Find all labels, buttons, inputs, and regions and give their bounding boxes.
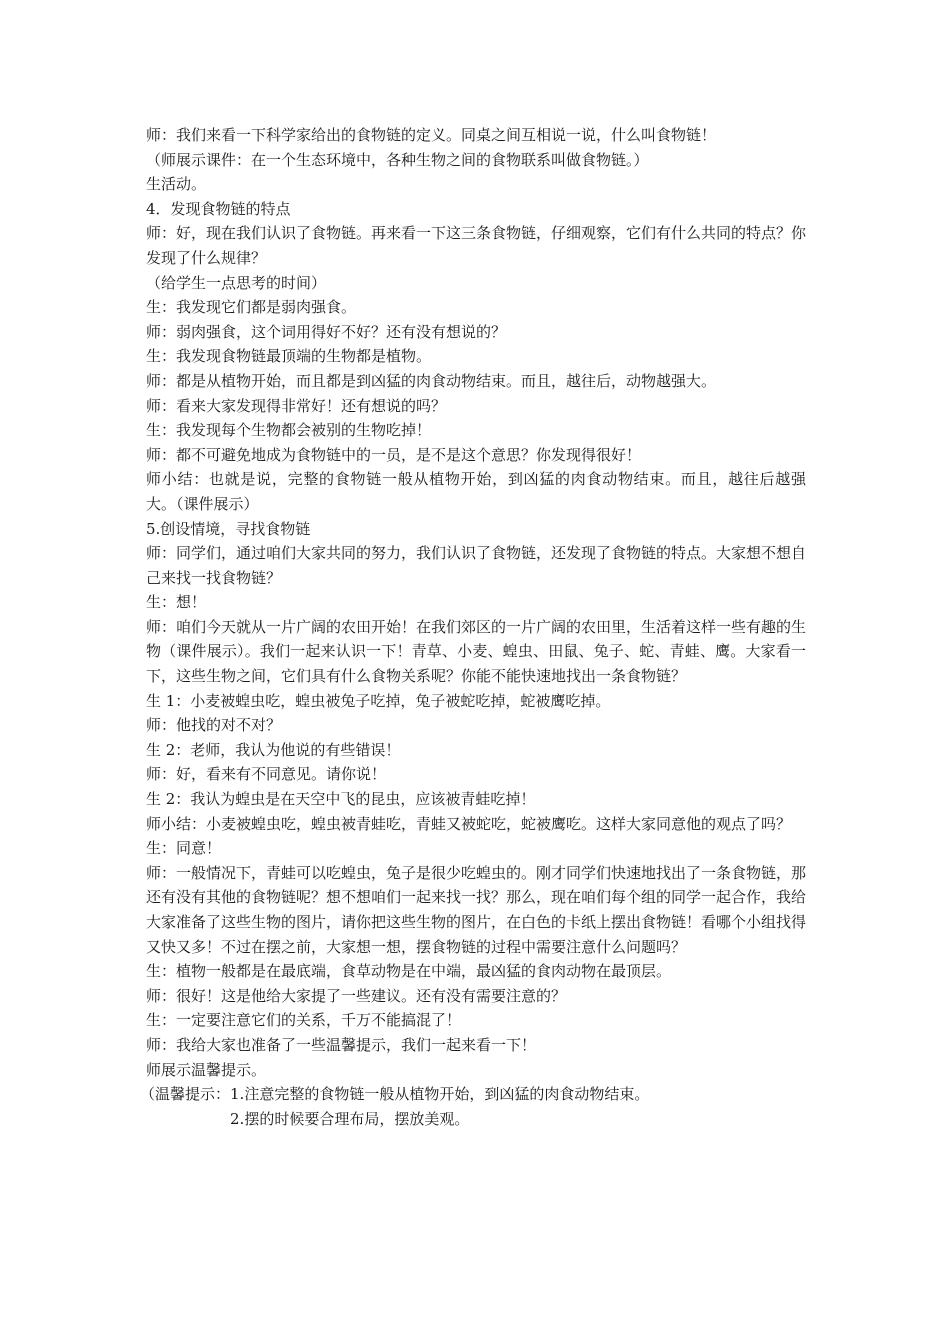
paragraph: 生活动。: [146, 175, 207, 194]
paragraph: 师：弱肉强食，这个词用得好不好？还有没有想说的？: [146, 322, 507, 341]
paragraph: （给学生一点思考的时间）: [146, 273, 327, 292]
paragraph: 师：一般情况下，青蛙可以吃蝗虫，兔子是很少吃蝗虫的。刚才同学们快速地找出了一条食物链，那还有没有其他的食物链呢？想不想咱们一起来找一找？那么，现在咱们每个组的同学一起合作，我给大家准备了这些生物的图片，请你把这些生物的图片，在白色的卡纸上摆出食物链！看哪个小组找得又快又多！不过在摆之前，大家想一想，摆食物链的过程中需要注意什么问题吗？: [146, 863, 807, 956]
paragraph: 生：同意！: [146, 839, 222, 858]
section-heading: 5.创设情境，寻找食物链: [146, 519, 311, 538]
paragraph: （师展示课件：在一个生态环境中，各种生物之间的食物联系叫做食物链。）: [146, 150, 649, 169]
paragraph: 生 1：小麦被蝗虫吃，蝗虫被兔子吃掉，兔子被蛇吃掉，蛇被鹰吃掉。: [146, 691, 611, 710]
paragraph: 师：都不可避免地成为食物链中的一员，是不是这个意思？你发现得很好！: [146, 445, 642, 464]
paragraph: 师：我们来看一下科学家给出的食物链的定义。同桌之间互相说一说，什么叫食物链！: [146, 126, 717, 144]
paragraph: 师：他找的对不对？: [146, 716, 282, 735]
warm-tips-label: （温馨提示：: [140, 1085, 231, 1104]
warm-tips-list: [230, 1082, 649, 1131]
paragraph: 师：好，看来有不同意见。请你说！: [146, 765, 387, 784]
warm-tip-item: 2.摆的时候要合理布局，摆放美观。: [230, 1109, 470, 1128]
paragraph: 生：一定要注意它们的关系，千万不能搞混了！: [146, 1011, 462, 1030]
paragraph: 师：很好！这是他给大家提了一些建议。还有没有需要注意的？: [146, 986, 567, 1005]
paragraph: 生：植物一般都是在最底端，食草动物是在中端，最凶猛的食肉动物在最顶层。: [146, 962, 672, 981]
warm-tips-block: [140, 1082, 806, 1131]
paragraph: 师：好，现在我们认识了食物链。再来看一下这三条食物链，仔细观察，它们有什么共同的特点？你发现了什么规律？: [146, 224, 807, 267]
paragraph: 师：看来大家发现得非常好！还有想说的吗？: [146, 396, 447, 415]
warm-tip-item: 1.注意完整的食物链一般从植物开始，到凶猛的肉食动物结束。: [230, 1085, 650, 1104]
paragraph: 师：咱们今天就从一片广阔的农田开始！在我们郊区的一片广阔的农田里，生活着这样一些有趣的生物（课件展示）。我们一起来认识一下！青草、小麦、蝗虫、田鼠、兔子、蛇、青蛙、鹰。大家看一下，这些生物之间，它们具有什么食物关系呢？你能不能快速地找出一条食物链？: [146, 617, 807, 686]
section-heading: 4．发现食物链的特点: [146, 199, 291, 218]
document-page: [140, 123, 807, 1131]
paragraph: 生：我发现食物链最顶端的生物都是植物。: [146, 347, 432, 366]
paragraph: 生 2：我认为蝗虫是在天空中飞的昆虫，应该被青蛙吃掉！: [146, 790, 536, 809]
paragraph: 生：我发现它们都是弱肉强食。: [146, 298, 357, 317]
paragraph: 师小结：小麦被蝗虫吃，蝗虫被青蛙吃，青蛙又被蛇吃，蛇被鹰吃。这样大家同意他的观点了吗？: [146, 814, 792, 833]
paragraph: 生：想！: [146, 593, 207, 612]
paragraph: 生：我发现每个生物都会被别的生物吃掉！: [146, 421, 432, 440]
paragraph: 师展示温馨提示。: [146, 1060, 267, 1079]
paragraph: 师：都是从植物开始，而且都是到凶猛的肉食动物结束。而且，越往后，动物越强大。: [146, 371, 717, 390]
paragraph: 师：我给大家也准备了一些温馨提示，我们一起来看一下！: [146, 1035, 537, 1054]
paragraph: 生 2：老师，我认为他说的有些错误！: [146, 740, 401, 759]
paragraph: 师：同学们，通过咱们大家共同的努力，我们认识了食物链，还发现了食物链的特点。大家想不想自己来找一找食物链？: [146, 544, 807, 587]
paragraph: 师小结：也就是说，完整的食物链一般从植物开始，到凶猛的肉食动物结束。而且，越往后越强大。（课件展示）: [146, 470, 806, 513]
